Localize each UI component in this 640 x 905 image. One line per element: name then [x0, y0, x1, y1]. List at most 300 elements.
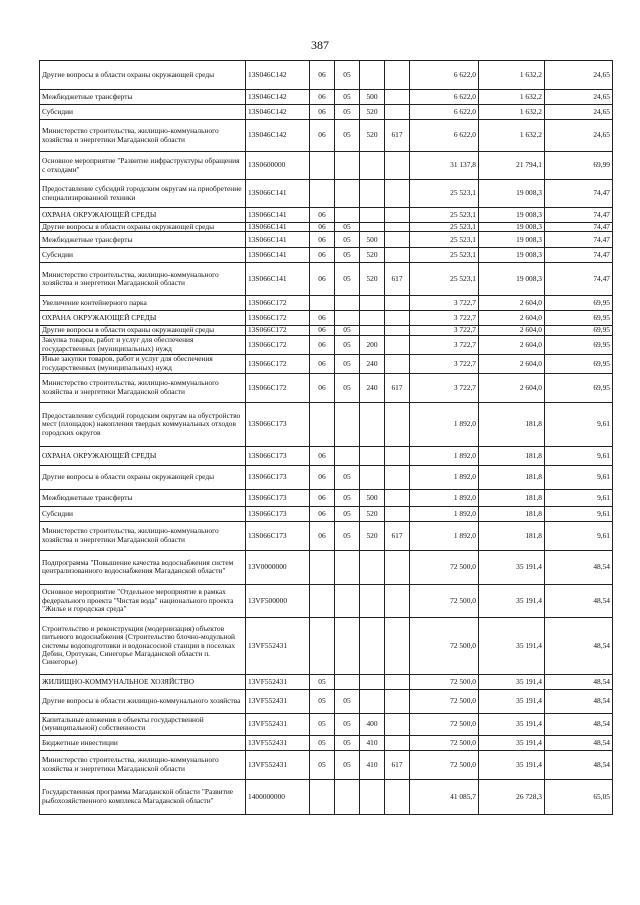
row-subsection: [335, 208, 360, 223]
table-row: [40, 402, 613, 446]
row-percent: 74,47: [545, 248, 613, 263]
table-row: [40, 232, 613, 248]
row-subsection: 05: [335, 506, 360, 521]
row-admin-code: [385, 152, 410, 180]
row-code: 13S066С172: [246, 296, 310, 311]
row-subsection: [335, 584, 360, 617]
row-code: 13S066С173: [246, 489, 310, 506]
row-percent: 74,47: [545, 223, 613, 232]
row-code: 13S066С141: [246, 223, 310, 232]
table-row: [40, 354, 613, 373]
row-section: 05: [310, 750, 335, 779]
row-section: 06: [310, 232, 335, 248]
row-actual-amount: 181,8: [479, 489, 545, 506]
row-expense-type: [360, 180, 385, 208]
row-expense-type: 240: [360, 354, 385, 373]
row-expense-type: 520: [360, 120, 385, 152]
row-plan-amount: 1 892,0: [410, 489, 479, 506]
table-row: [40, 735, 613, 750]
row-admin-code: [385, 232, 410, 248]
row-percent: 69,95: [545, 311, 613, 326]
row-expense-type: [360, 465, 385, 489]
row-actual-amount: 181,8: [479, 506, 545, 521]
row-percent: 48,54: [545, 584, 613, 617]
row-name: Предоставление субсидий городским округам на обустройство мест (площадок) накопления твердых коммунальных отходов городских округов: [40, 402, 246, 446]
row-section: [310, 296, 335, 311]
row-subsection: [335, 402, 360, 446]
row-section: 06: [310, 61, 335, 90]
row-section: 06: [310, 489, 335, 506]
row-percent: 74,47: [545, 180, 613, 208]
row-subsection: [335, 550, 360, 584]
row-percent: 69,95: [545, 373, 613, 402]
row-actual-amount: 181,8: [479, 402, 545, 446]
row-percent: 74,47: [545, 208, 613, 223]
row-section: [310, 180, 335, 208]
row-code: 13VF552431: [246, 735, 310, 750]
row-expense-type: [360, 617, 385, 674]
row-plan-amount: 72 500,0: [410, 617, 479, 674]
row-percent: 65,05: [545, 779, 613, 814]
row-expense-type: 520: [360, 506, 385, 521]
row-code: 13S066С172: [246, 326, 310, 335]
row-plan-amount: 3 722,7: [410, 296, 479, 311]
table-row: [40, 180, 613, 208]
row-plan-amount: 41 085,7: [410, 779, 479, 814]
row-expense-type: 410: [360, 735, 385, 750]
table-row: [40, 506, 613, 521]
row-actual-amount: 2 604,0: [479, 296, 545, 311]
row-code: 13S066С173: [246, 465, 310, 489]
row-expense-type: [360, 152, 385, 180]
row-plan-amount: 25 523,1: [410, 208, 479, 223]
row-actual-amount: 26 728,3: [479, 779, 545, 814]
row-admin-code: 617: [385, 120, 410, 152]
row-subsection: 05: [335, 105, 360, 120]
row-actual-amount: 181,8: [479, 521, 545, 550]
row-percent: 9,61: [545, 402, 613, 446]
row-name: Межбюджетные трансферты: [40, 90, 246, 105]
row-plan-amount: 25 523,1: [410, 180, 479, 208]
row-admin-code: [385, 779, 410, 814]
row-actual-amount: 35 191,4: [479, 674, 545, 689]
budget-table: [39, 60, 613, 815]
table-body: [40, 61, 613, 815]
row-subsection: [335, 152, 360, 180]
row-subsection: [335, 446, 360, 465]
table-row: [40, 296, 613, 311]
row-percent: 74,47: [545, 232, 613, 248]
row-name: Министерство строительства, жилищно-коммунального хозяйства и энергетики Магаданской области: [40, 521, 246, 550]
row-expense-type: 520: [360, 105, 385, 120]
row-name: Предоставление субсидий городским округам на приобретение специализированной техники: [40, 180, 246, 208]
row-section: 05: [310, 735, 335, 750]
row-admin-code: 617: [385, 373, 410, 402]
table-row: [40, 750, 613, 779]
row-name: ОХРАНА ОКРУЖАЮЩЕЙ СРЕДЫ: [40, 311, 246, 326]
row-section: [310, 584, 335, 617]
row-actual-amount: 35 191,4: [479, 550, 545, 584]
row-admin-code: [385, 180, 410, 208]
row-admin-code: [385, 465, 410, 489]
row-expense-type: 500: [360, 90, 385, 105]
table-row: [40, 248, 613, 263]
row-section: 06: [310, 120, 335, 152]
row-code: 13S066С172: [246, 335, 310, 354]
row-actual-amount: 181,8: [479, 465, 545, 489]
row-plan-amount: 72 500,0: [410, 713, 479, 735]
table-row: [40, 689, 613, 713]
row-code: 13S046С142: [246, 120, 310, 152]
row-actual-amount: 19 008,3: [479, 180, 545, 208]
row-percent: 69,95: [545, 296, 613, 311]
row-subsection: [335, 296, 360, 311]
row-subsection: 05: [335, 354, 360, 373]
row-expense-type: [360, 402, 385, 446]
row-plan-amount: 1 892,0: [410, 521, 479, 550]
row-admin-code: [385, 90, 410, 105]
row-expense-type: 240: [360, 373, 385, 402]
row-plan-amount: 72 500,0: [410, 750, 479, 779]
table-row: [40, 335, 613, 354]
row-plan-amount: 1 892,0: [410, 465, 479, 489]
table-row: [40, 61, 613, 90]
row-section: 06: [310, 521, 335, 550]
row-section: [310, 617, 335, 674]
row-plan-amount: 6 622,0: [410, 61, 479, 90]
row-percent: 48,54: [545, 617, 613, 674]
row-code: 13S066С173: [246, 506, 310, 521]
row-expense-type: [360, 779, 385, 814]
row-plan-amount: 72 500,0: [410, 674, 479, 689]
row-subsection: 05: [335, 373, 360, 402]
row-name: Другие вопросы в области охраны окружающей среды: [40, 61, 246, 90]
row-name: Другие вопросы в области охраны окружающей среды: [40, 223, 246, 232]
row-admin-code: [385, 296, 410, 311]
row-subsection: 05: [335, 489, 360, 506]
row-plan-amount: 3 722,7: [410, 354, 479, 373]
row-admin-code: [385, 105, 410, 120]
row-plan-amount: 1 892,0: [410, 446, 479, 465]
row-admin-code: [385, 446, 410, 465]
row-name: ЖИЛИЩНО-КОММУНАЛЬНОЕ ХОЗЯЙСТВО: [40, 674, 246, 689]
row-name: Межбюджетные трансферты: [40, 232, 246, 248]
row-percent: 24,65: [545, 120, 613, 152]
row-admin-code: [385, 354, 410, 373]
row-expense-type: 200: [360, 335, 385, 354]
row-section: 06: [310, 90, 335, 105]
row-section: 06: [310, 465, 335, 489]
row-code: 13S0600000: [246, 152, 310, 180]
row-admin-code: [385, 617, 410, 674]
row-percent: 69,95: [545, 326, 613, 335]
table-row: [40, 550, 613, 584]
row-plan-amount: 3 722,7: [410, 335, 479, 354]
row-plan-amount: 72 500,0: [410, 550, 479, 584]
table-row: [40, 674, 613, 689]
row-subsection: 05: [335, 465, 360, 489]
row-percent: 24,65: [545, 61, 613, 90]
row-expense-type: 520: [360, 521, 385, 550]
row-subsection: 05: [335, 735, 360, 750]
row-section: 06: [310, 208, 335, 223]
row-expense-type: [360, 61, 385, 90]
row-subsection: [335, 180, 360, 208]
row-expense-type: [360, 550, 385, 584]
row-subsection: 05: [335, 232, 360, 248]
row-section: [310, 779, 335, 814]
row-code: 13S066С141: [246, 208, 310, 223]
table-row: [40, 373, 613, 402]
row-admin-code: 617: [385, 521, 410, 550]
row-subsection: 05: [335, 120, 360, 152]
row-name: Другие вопросы в области охраны окружающей среды: [40, 326, 246, 335]
row-section: 06: [310, 373, 335, 402]
row-percent: 24,65: [545, 90, 613, 105]
row-section: 06: [310, 326, 335, 335]
row-expense-type: 520: [360, 263, 385, 296]
row-subsection: 05: [335, 263, 360, 296]
row-percent: 9,61: [545, 506, 613, 521]
row-subsection: [335, 617, 360, 674]
row-expense-type: 410: [360, 750, 385, 779]
row-percent: 48,54: [545, 689, 613, 713]
row-section: 06: [310, 263, 335, 296]
row-admin-code: [385, 402, 410, 446]
row-section: 06: [310, 311, 335, 326]
row-name: Государственная программа Магаданской области "Развитие рыбохозяйственного комплекса Магаданской области": [40, 779, 246, 814]
row-admin-code: [385, 735, 410, 750]
row-name: Бюджетные инвестиции: [40, 735, 246, 750]
table-row: [40, 446, 613, 465]
row-code: 13S066С172: [246, 354, 310, 373]
row-subsection: 05: [335, 248, 360, 263]
row-expense-type: 400: [360, 713, 385, 735]
table-row: [40, 90, 613, 105]
table-row: [40, 489, 613, 506]
row-actual-amount: 1 632,2: [479, 105, 545, 120]
row-expense-type: [360, 584, 385, 617]
row-actual-amount: 19 008,3: [479, 248, 545, 263]
row-expense-type: [360, 223, 385, 232]
row-code: 13S066С141: [246, 180, 310, 208]
row-code: 13S066С172: [246, 373, 310, 402]
row-name: Субсидии: [40, 105, 246, 120]
row-subsection: 05: [335, 90, 360, 105]
row-plan-amount: 1 892,0: [410, 402, 479, 446]
row-plan-amount: 1 892,0: [410, 506, 479, 521]
row-percent: 69,99: [545, 152, 613, 180]
row-subsection: 05: [335, 689, 360, 713]
table-row: [40, 713, 613, 735]
row-actual-amount: 35 191,4: [479, 689, 545, 713]
row-code: 13VF500000: [246, 584, 310, 617]
row-section: 05: [310, 689, 335, 713]
row-plan-amount: 25 523,1: [410, 223, 479, 232]
row-code: 13S066С141: [246, 248, 310, 263]
row-name: Субсидии: [40, 506, 246, 521]
row-code: 13S066С173: [246, 521, 310, 550]
row-admin-code: [385, 550, 410, 584]
table-row: [40, 120, 613, 152]
table-row: [40, 584, 613, 617]
row-subsection: [335, 674, 360, 689]
row-plan-amount: 72 500,0: [410, 584, 479, 617]
row-section: 05: [310, 674, 335, 689]
row-actual-amount: 2 604,0: [479, 335, 545, 354]
row-subsection: 05: [335, 326, 360, 335]
row-actual-amount: 2 604,0: [479, 311, 545, 326]
row-name: ОХРАНА ОКРУЖАЮЩЕЙ СРЕДЫ: [40, 446, 246, 465]
row-section: [310, 402, 335, 446]
row-name: Подпрограмма "Повышение качества водоснабжения систем централизованного водоснабжения Магаданской области": [40, 550, 246, 584]
row-plan-amount: 3 722,7: [410, 326, 479, 335]
row-name: Закупка товаров, работ и услуг для обеспечения государственных (муниципальных) нужд: [40, 335, 246, 354]
row-plan-amount: 25 523,1: [410, 263, 479, 296]
row-percent: 24,65: [545, 105, 613, 120]
row-actual-amount: 35 191,4: [479, 735, 545, 750]
row-name: Другие вопросы в области жилищно-коммунального хозяйства: [40, 689, 246, 713]
row-code: 13S046С142: [246, 61, 310, 90]
row-name: Увеличение контейнерного парка: [40, 296, 246, 311]
row-section: 06: [310, 105, 335, 120]
row-expense-type: [360, 326, 385, 335]
row-actual-amount: 35 191,4: [479, 584, 545, 617]
row-percent: 74,47: [545, 263, 613, 296]
row-percent: 48,54: [545, 713, 613, 735]
row-actual-amount: 2 604,0: [479, 326, 545, 335]
row-expense-type: [360, 689, 385, 713]
table-row: [40, 521, 613, 550]
row-percent: 9,61: [545, 521, 613, 550]
row-admin-code: [385, 223, 410, 232]
row-admin-code: [385, 674, 410, 689]
row-plan-amount: 6 622,0: [410, 120, 479, 152]
row-percent: 9,61: [545, 465, 613, 489]
row-section: 06: [310, 335, 335, 354]
row-expense-type: [360, 446, 385, 465]
row-percent: 9,61: [545, 446, 613, 465]
row-actual-amount: 35 191,4: [479, 750, 545, 779]
row-actual-amount: 2 604,0: [479, 354, 545, 373]
row-name: Министерство строительства, жилищно-коммунального хозяйства и энергетики Магаданской области: [40, 120, 246, 152]
row-percent: 69,95: [545, 354, 613, 373]
row-actual-amount: 19 008,3: [479, 263, 545, 296]
row-name: ОХРАНА ОКРУЖАЮЩЕЙ СРЕДЫ: [40, 208, 246, 223]
row-actual-amount: 35 191,4: [479, 617, 545, 674]
row-code: 13VF552431: [246, 689, 310, 713]
row-name: Министерство строительства, жилищно-коммунального хозяйства и энергетики Магаданской области: [40, 750, 246, 779]
row-code: 13S066С172: [246, 311, 310, 326]
row-expense-type: [360, 296, 385, 311]
row-actual-amount: 19 008,3: [479, 223, 545, 232]
row-name: Субсидии: [40, 248, 246, 263]
table-row: [40, 779, 613, 814]
row-section: [310, 550, 335, 584]
row-percent: 69,95: [545, 335, 613, 354]
row-admin-code: [385, 689, 410, 713]
row-plan-amount: 25 523,1: [410, 248, 479, 263]
row-name: Капитальные вложения в объекты государственной (муниципальной) собственности: [40, 713, 246, 735]
table-row: [40, 223, 613, 232]
row-name: Другие вопросы в области охраны окружающей среды: [40, 465, 246, 489]
row-admin-code: [385, 311, 410, 326]
row-subsection: 05: [335, 61, 360, 90]
row-code: 13S066С141: [246, 263, 310, 296]
table-row: [40, 617, 613, 674]
row-subsection: 05: [335, 521, 360, 550]
row-code: 13S046С142: [246, 90, 310, 105]
row-name: Иные закупки товаров, работ и услуг для обеспечения государственных (муниципальных) нужд: [40, 354, 246, 373]
row-expense-type: [360, 674, 385, 689]
row-plan-amount: 6 622,0: [410, 105, 479, 120]
row-actual-amount: 1 632,2: [479, 61, 545, 90]
row-section: 06: [310, 506, 335, 521]
row-percent: 48,54: [545, 550, 613, 584]
row-expense-type: [360, 311, 385, 326]
row-actual-amount: 35 191,4: [479, 713, 545, 735]
row-subsection: 05: [335, 713, 360, 735]
row-admin-code: [385, 506, 410, 521]
row-name: Основное мероприятие "Развитие инфраструктуры обращения с отходами": [40, 152, 246, 180]
row-admin-code: [385, 713, 410, 735]
table-row: [40, 263, 613, 296]
row-subsection: [335, 779, 360, 814]
row-actual-amount: 181,8: [479, 446, 545, 465]
table-row: [40, 311, 613, 326]
row-plan-amount: 25 523,1: [410, 232, 479, 248]
row-percent: 48,54: [545, 674, 613, 689]
row-section: 06: [310, 248, 335, 263]
row-section: 05: [310, 713, 335, 735]
table-row: [40, 208, 613, 223]
row-admin-code: [385, 61, 410, 90]
row-expense-type: [360, 208, 385, 223]
row-actual-amount: 19 008,3: [479, 232, 545, 248]
row-expense-type: 520: [360, 248, 385, 263]
row-code: 13VF552431: [246, 617, 310, 674]
row-code: 13S066С141: [246, 232, 310, 248]
row-plan-amount: 72 500,0: [410, 689, 479, 713]
page-number: 387: [311, 38, 329, 52]
row-section: 06: [310, 223, 335, 232]
row-actual-amount: 1 632,2: [479, 90, 545, 105]
row-section: [310, 152, 335, 180]
row-code: 13S066С173: [246, 446, 310, 465]
row-code: 13S066С173: [246, 402, 310, 446]
row-subsection: 05: [335, 223, 360, 232]
table-row: [40, 465, 613, 489]
row-code: 13VF552431: [246, 674, 310, 689]
row-subsection: 05: [335, 750, 360, 779]
row-plan-amount: 6 622,0: [410, 90, 479, 105]
row-admin-code: 617: [385, 263, 410, 296]
row-code: 13VF552431: [246, 713, 310, 735]
row-name: Межбюджетные трансферты: [40, 489, 246, 506]
row-name: Министерство строительства, жилищно-коммунального хозяйства и энергетики Магаданской области: [40, 263, 246, 296]
row-actual-amount: 21 794,1: [479, 152, 545, 180]
row-section: 06: [310, 446, 335, 465]
row-actual-amount: 19 008,3: [479, 208, 545, 223]
row-admin-code: [385, 326, 410, 335]
row-percent: 48,54: [545, 750, 613, 779]
row-plan-amount: 31 137,8: [410, 152, 479, 180]
row-admin-code: [385, 248, 410, 263]
row-actual-amount: 1 632,2: [479, 120, 545, 152]
row-plan-amount: 3 722,7: [410, 311, 479, 326]
row-name: Министерство строительства, жилищно-коммунального хозяйства и энергетики Магаданской области: [40, 373, 246, 402]
row-admin-code: [385, 335, 410, 354]
